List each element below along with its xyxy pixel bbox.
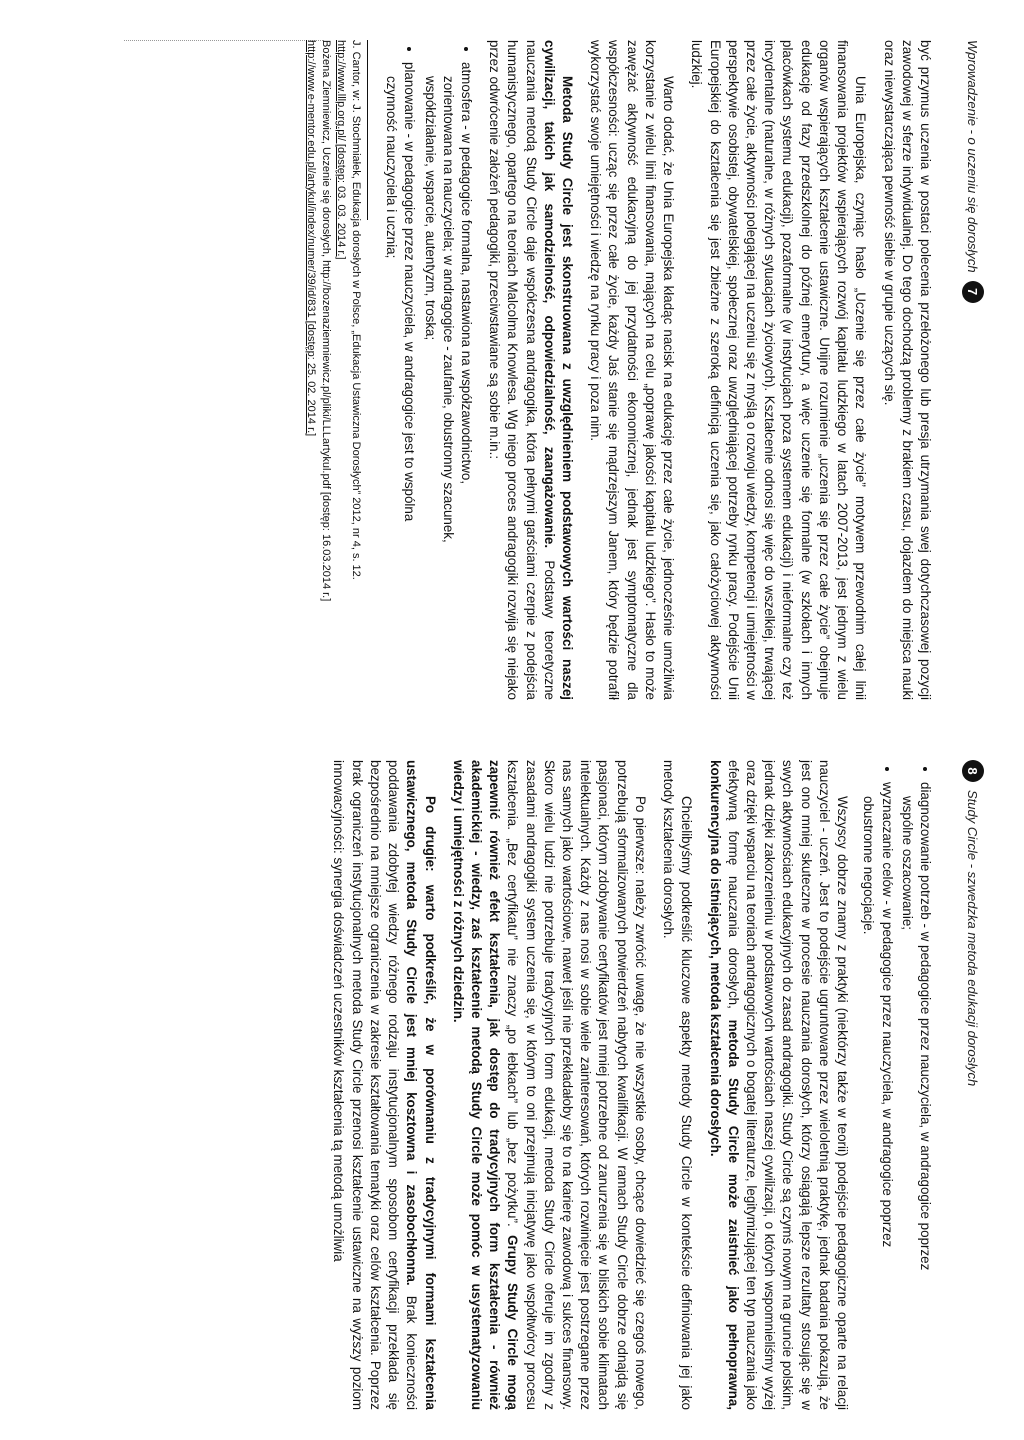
footnote: J. Cantor, w: J. Stochmiałek, Edukacja dorosłych w Polsce, „Edukacja Ustawiczna Dorosłych” 2012, nr 4, s. 12. xyxy=(349,40,362,580)
footnote-link[interactable]: http://www.e-mentor.edu.pl/artykul/index/numer/39/id/831 [dostęp: 25. 02. 2014 r.] xyxy=(305,40,318,437)
running-header-right xyxy=(962,760,984,1086)
footnote-link[interactable]: http://www.lllp.org.pl/ [dostęp: 03. 03. 2014 r.] xyxy=(335,40,348,260)
wszyscy-bold-text: metoda Study Circle może zaistnieć jako pełnoprawna, konkurencyjna do istniejących, metoda kształcenia dorosłych. xyxy=(707,760,741,1410)
metoda-bold-text: Metoda Study Circle jest skonstruowana z uwzględnieniem podstawowych wartości naszej cywilizacji, takich jak samodzielność, odpowiedzialność, zaangażowanie. xyxy=(541,40,576,700)
eu-paragraph: Unia Europejska, czyniąc hasło „Uczenie się przez całe życie” motywem przewodnim całej linii finansowania projektów wspierających rozwój kapitału ludzkiego w latach 2007-2013, jest jednym z wielu organów wspierających kształcenie ustawiczne. Unijne rozumienie „uczenia się przez całe życie” obejmuje edukację od fazy przedszkolnej do późnej emerytury, a więc uczenie się formalne (w szkołach i innych placówkach systemu edukacji), pozaformalne (w instytucjach poza systemem edukacji) i nieformalne czy też incydentalne (naturalne, w różnych sytuacjach życiowych). Kształcenie odnosi się więc do wszelkiej, trwającej przez całe życie, aktywności polegającej na uczeniu się z myślą o rozwoju wiedzy, kompetencji i umiejętności w perspektywie osobistej, obywatelskiej, społecznej oraz uwzględniającej potrzeby rynku pracy. Podejście Unii Europejskiej do kształcenia się jest zbieżne z szeroką definicją uczenia się, jako całożyciowej aktywności ludzkiej. xyxy=(689,40,869,700)
metoda-paragraph xyxy=(485,40,576,700)
bullet-line: wyznaczanie celów - w pedagogice przez nauczyciela, w andragogice poprzez xyxy=(879,782,895,1248)
list-item xyxy=(420,62,475,700)
warto-paragraph: Warto dodać, że Unia Europejska kładąc nacisk na edukację przez całe życie, jednocześnie umożliwia korzystanie z wielu linii finansowania, mających na celu „poprawę jakości kapitału ludzkiego”. Hasło to może zawężać aktywność edukacyjną do jej przydatności ekonomicznej, jednak jest symptomatyczne dla współczesności: ucząc się przez całe życie, każdy Jaś stanie się mądrzejszym Janem, który będzie potrafił wykorzystać swoje umiejętności i wiedzę na rynku pracy i poza nim. xyxy=(588,40,677,700)
metoda-rest-text: Podstawy teoretyczne nauczania metodą Study Circle daje współczesna andragogika, która pełnymi garściami czerpie z podejścia humanistycznego, opartego na teoriach Malcolma Knowlesa. Wg niego proces andragogiki rozwija się niejako przez odwrócenie założeń pedagogiki, przeciwstawiane są sobie m.in.: xyxy=(487,40,557,700)
bullet-line: zorientowana na nauczyciela; w andragogice - zaufanie, obustronny szacunek, xyxy=(440,76,456,543)
bullet-line: współdziałanie, wsparcie, autentyzm, troska; xyxy=(422,76,438,341)
po-pierwsze-paragraph xyxy=(449,760,649,1410)
bullet-line: czynność nauczyciela i ucznia; xyxy=(384,76,400,259)
bullet-line: obustronne negocjacje. xyxy=(861,796,877,935)
page-body-left xyxy=(60,40,934,700)
list-item xyxy=(898,782,934,1410)
po-pierwsze-bold-text: Grupy Study Circle mogą zapewnić również efekt kształcenia, jak dostęp do tradycyjnych form kształcenia - również akademickiej - wiedzy, zaś kształcenie metodą Study Circle może pomóc w usystematyzowaniu wiedzy i umiejętności z różnych dziedzin. xyxy=(450,760,521,1410)
list-item xyxy=(382,62,418,700)
bullet-line: planowanie - w pedagogice przez nauczyciela, w andragogice jest to wspólna xyxy=(402,62,418,522)
page-body-right xyxy=(60,760,934,1410)
footnote: Bożena Ziemniewicz, Uczenie się dorosłych, http://bozenaziemniewicz.pl/pliki/LLLartykul.pdf [dostęp: 16.03.2014 r.] xyxy=(320,40,333,602)
wszyscy-paragraph xyxy=(705,760,851,1410)
intro-paragraph: być przymus uczenia w postaci polecenia przełożonego lub presja utrzymania swej dotychczasowej pozycji zawodowej w sferze indywidualnej. Do tego dochodzą problemy z brakiem czasu, dojazdem do miejsca nauki oraz niewystarczająca pewność siebie w grupie uczących się. xyxy=(881,40,933,700)
bullet-line: atmosfera - w pedagogice formalna, nastawiona na współzawodnictwo, xyxy=(458,62,474,485)
bullet-line: wspólne oszacowanie; xyxy=(899,796,915,930)
page-number-badge: 7 xyxy=(962,281,984,303)
po-drugie-paragraph xyxy=(329,760,438,1410)
chcielibysmy-paragraph: Chcielibyśmy podkreślić kluczowe aspekty metody Study Circle w kontekście definiowania jej jako metody kształcenia dorosłych. xyxy=(661,760,695,1410)
comparison-list xyxy=(382,40,475,700)
footnote-divider xyxy=(367,40,368,220)
po-drugie-text: Brak konieczności poddawania zdobytej wiedzy różnego rodzaju instytucjonalnym sposobom certyfikacji przekłada się bezpośrednio na mniejsze ograniczenia w zakresie kształtowania tematyki oraz celów kształcenia. Poprzez brak ograniczeń instytucjonalnych metoda Study Circle przenosi kształcenie ustawiczne na wyższy poziom innowacyjności: synergia doświadczeń uczestników kształcenia tą metodą umożliwia xyxy=(331,760,420,1410)
header-text: Study Circle - szwedzka metoda edukacji dorosłych xyxy=(965,790,981,1087)
footnotes xyxy=(304,40,363,700)
page-number-badge: 8 xyxy=(962,760,984,782)
running-header-left xyxy=(962,40,984,690)
page-right xyxy=(0,760,1024,1410)
po-drugie-bold-text: Po drugie: warto podkreślić, że w porównaniu z tradycyjnymi formami kształcenia ustawicznego, metoda Study Circle jest mniej kosztowna i zasobochłonna. xyxy=(404,760,438,1410)
wszyscy-text: Wszyscy dobrze znamy z praktyki (niektórzy także w teorii) podejście pedagogiczne oparte na relacji nauczyciel - uczeń. Jest to podejście ugruntowane przez wieloletnią praktykę, jednak badania pokazują, że jest ono mniej skuteczne w procesie nauczania dorosłych, którzy osiągają lepsze rezultaty stosując się w swych aktywnościach edukacyjnych do zasad andragogiki. Study Circle są czymś nowym na gruncie polskim, jednak dzięki zakorzenieniu w podstawowych wartościach naszej cywilizacji, o których wspomnieliśmy wyżej oraz dzięki wsparciu na teoriach andragogicznych o bogatej literaturze, legitymizującej ten typ nauczania jako efektywną formę nauczania dorosłych, xyxy=(725,760,851,1410)
comparison-list-continued xyxy=(859,760,934,1410)
po-pierwsze-text: Po pierwsze: należy zwrócić uwagę, że nie wszystkie osoby, chcące dowiedzieć się czegoś nowego, potrzebują sformalizowanych potwierdzeń nabytych kwalifikacji. W ramach Study Circle dobrze odnajdą się pasjonaci, którym zdobywanie certyfikatów jest mniej potrzebne od zanurzenia się w bliskich sobie klimatach intelektualnych. Każdy z nas nosi w sobie wiele zainteresowań, których rozwinięcie jest postrzegane przez nas samych jako wartościowe, nawet jeśli nie przekładałoby się to na karierę zawodową i sukces finansowy. Skoro wielu ludzi nie potrzebuje tradycyjnych form edukacji, metoda Study Circle oferuje im zgodny z zasadami andragogiki system uczenia się, w którym to oni przejmują inicjatywę jako współtwórcy procesu kształcenia. „Bez certyfikatu” nie znaczy „po łebkach” lub „bez pożytku”. xyxy=(505,760,648,1410)
list-item xyxy=(859,782,895,1410)
bullet-line: diagnozowanie potrzeb - w pedagogice przez nauczyciela, w andragogice poprzez xyxy=(918,782,933,1271)
page-left xyxy=(0,40,1024,700)
header-text: Wprowadzenie - o uczeniu się dorosłych xyxy=(965,40,981,273)
